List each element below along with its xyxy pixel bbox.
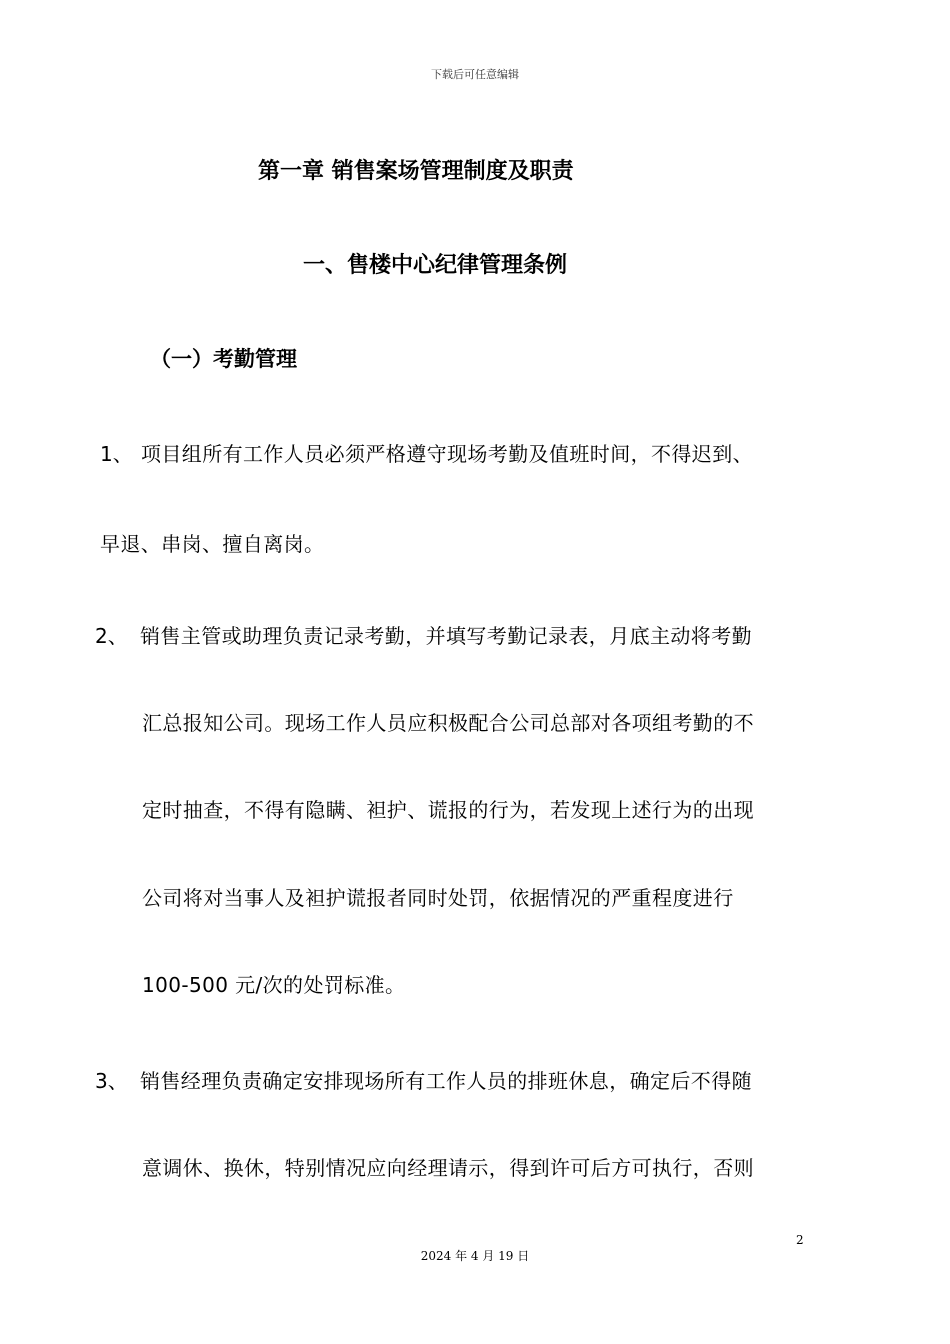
item-2-line-3: 定时抽查，不得有隐瞒、袒护、谎报的行为，若发现上述行为的出现: [142, 798, 754, 822]
item-2-line-5: 100-500 元/次的处罚标准。: [142, 973, 406, 997]
subsection-title: （一）考勤管理: [150, 347, 297, 371]
item-1-line-2: 早退、串岗、擅自离岗。: [100, 532, 325, 556]
chapter-title: 第一章 销售案场管理制度及职责: [258, 159, 574, 184]
item-2-line-1: 销售主管或助理负责记录考勤，并填写考勤记录表，月底主动将考勤: [140, 624, 752, 648]
item-3-line-1: 销售经理负责确定安排现场所有工作人员的排班休息，确定后不得随: [140, 1069, 752, 1093]
page-number: 2: [796, 1233, 804, 1247]
item-2-number: 2、: [95, 624, 128, 648]
item-2-line-4: 公司将对当事人及袒护谎报者同时处罚，依据情况的严重程度进行: [142, 886, 734, 910]
item-3-line-2: 意调休、换休，特别情况应向经理请示，得到许可后方可执行，否则: [142, 1156, 754, 1180]
item-2-line-2: 汇总报知公司。现场工作人员应积极配合公司总部对各项组考勤的不: [142, 711, 754, 735]
item-3-number: 3、: [95, 1069, 128, 1093]
item-1-number: 1、: [100, 442, 133, 466]
header-note: 下载后可任意编辑: [431, 68, 519, 81]
item-1-line-1: 项目组所有工作人员必须严格遵守现场考勤及值班时间，不得迟到、: [141, 442, 753, 466]
section-title: 一、售楼中心纪律管理条例: [303, 253, 568, 278]
footer-date: 2024 年 4 月 19 日: [420, 1249, 530, 1263]
